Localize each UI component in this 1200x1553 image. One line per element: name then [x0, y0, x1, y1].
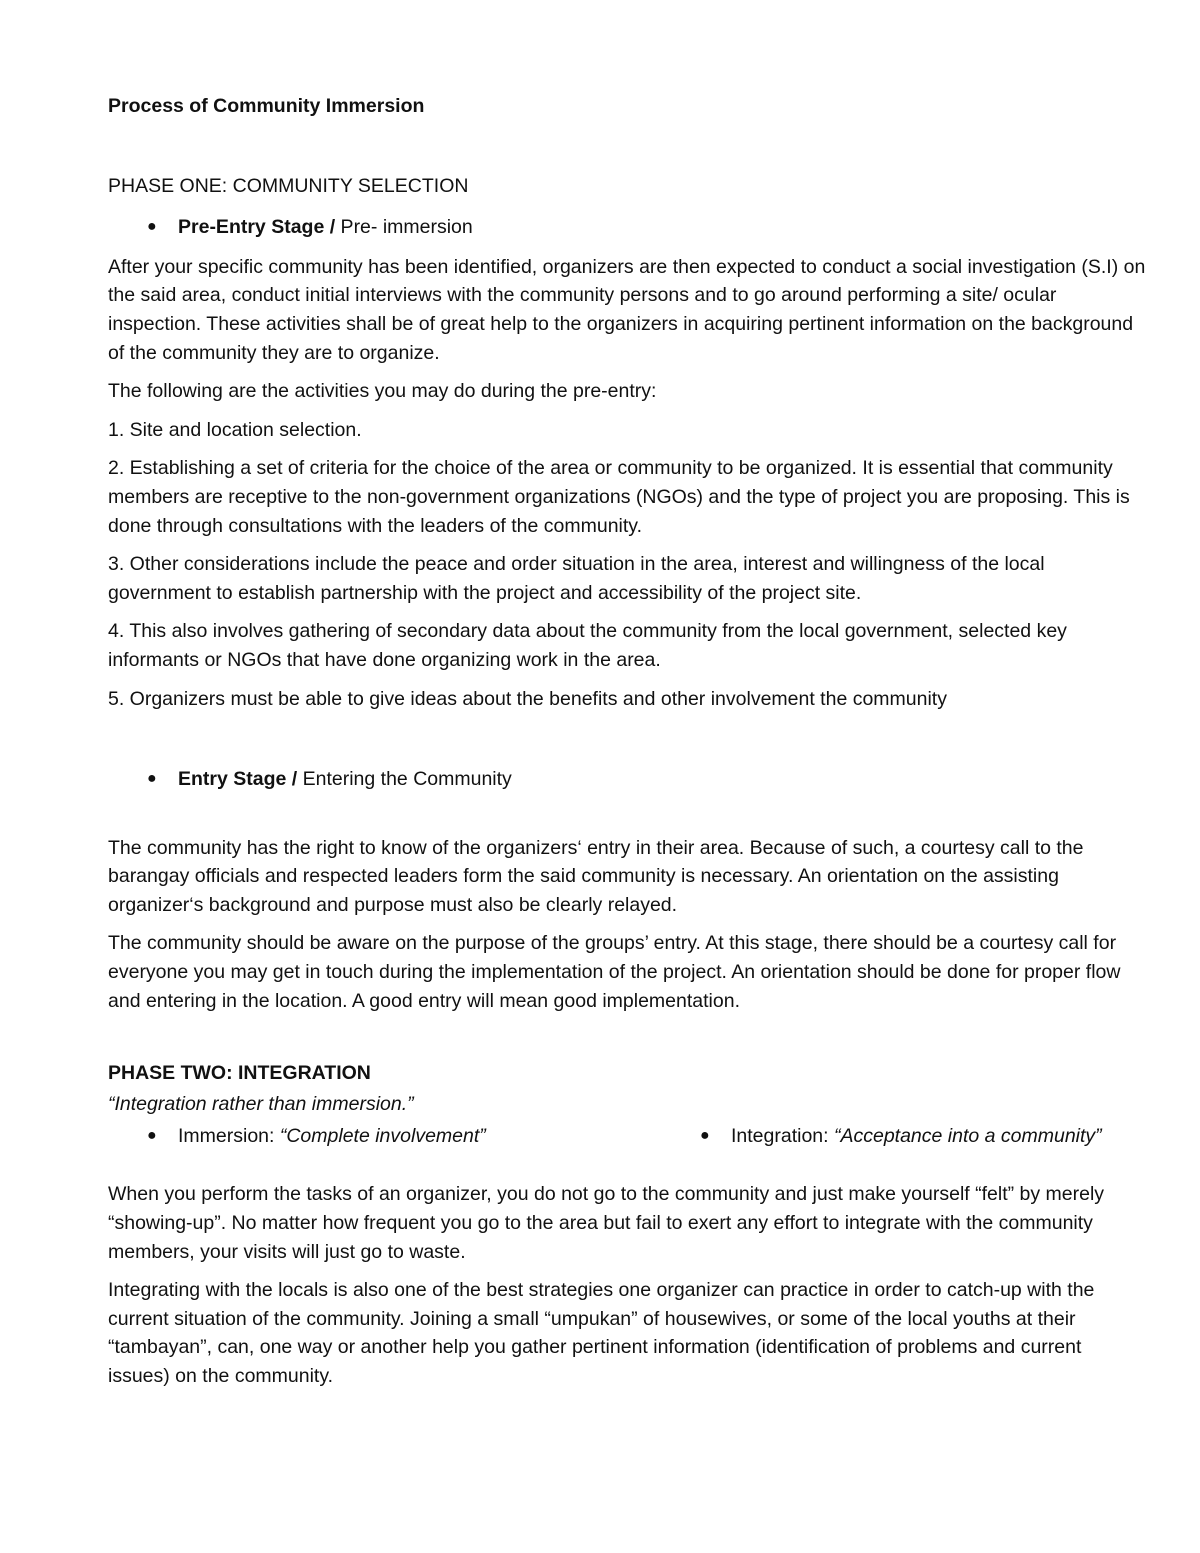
entry-paragraph: The community should be aware on the purpose of the groups’ entry. At this stage, there should be a courtesy call for everyone you may get in touch during the implementation of the project. An orientation should be done for proper flow and entering in the location. A good entry will mean good implementation. [108, 932, 1121, 1012]
immersion-label: Immersion: [178, 1125, 280, 1148]
integration-def: “Acceptance into a community” [833, 1125, 1102, 1148]
bullet-icon: ● [147, 218, 157, 236]
pre-entry-paragraph: After your specific community has been identified, organizers are then expected to conduct a social investigation (S.I) on the said area, conduct initial interviews with the community persons and to go around performing a site/ ocular inspection. These activities shall be of great help to the organizers in acquiring pertinent information on the background of the community they are to organize. [108, 255, 1146, 364]
spacer [108, 713, 1148, 765]
bullet-icon: ● [700, 1127, 710, 1145]
activity-item: 5. Organizers must be able to give ideas about the benefits and other involvement the community [108, 687, 947, 710]
pre-entry-bullet [108, 213, 1148, 242]
activities-intro: The following are the activities you may do during the pre-entry: [108, 380, 657, 403]
activity-item: 2. Establishing a set of criteria for the choice of the area or community to be organized. It is essential that community members are receptive to the non-government organizations (NGOs) and the type of project you are proposing. This is done through consultations with the leaders of the community. [108, 457, 1130, 537]
bullet-icon: ● [147, 770, 157, 788]
entry-bullet [108, 765, 1148, 794]
spacer [108, 794, 1148, 834]
integration-paragraph: When you perform the tasks of an organizer, you do not go to the community and just make yourself “felt” by merely “showing-up”. No matter how frequent you go to the area but fail to exert any effort to integrate with the community members, your visits will just go to waste. [108, 1183, 1105, 1263]
definitions-row [108, 1122, 1148, 1180]
pre-entry-sublabel: Pre- immersion [335, 216, 473, 239]
activity-item: 3. Other considerations include the peace and order situation in the area, interest and willingness of the local government to establish partnership with the project and accessibility of the project site. [108, 553, 1045, 604]
integration-definition [661, 1122, 1131, 1151]
spacer [108, 1015, 1148, 1059]
immersion-def: “Complete involvement” [279, 1125, 486, 1148]
document-page [108, 92, 1148, 1391]
entry-sublabel: Entering the Community [297, 768, 512, 791]
activity-item: 4. This also involves gathering of secondary data about the community from the local government, selected key informants or NGOs that have done organizing work in the area. [108, 620, 1067, 671]
entry-paragraph: The community has the right to know of the organizers‘ entry in their area. Because of such, a courtesy call to the barangay officials and respected leaders form the said community is necessary. An orientation on the assisting organizer‘s background and purpose must also be clearly relayed. [108, 836, 1084, 916]
integration-quote: “Integration rather than immersion.” [108, 1092, 414, 1115]
document-title: Process of Community Immersion [108, 95, 425, 117]
phase-one-heading: PHASE ONE: COMMUNITY SELECTION [108, 174, 469, 197]
pre-entry-label: Pre-Entry Stage / [178, 216, 336, 239]
activity-item: 1. Site and location selection. [108, 418, 362, 441]
entry-label: Entry Stage / [178, 768, 298, 791]
integration-label: Integration: [731, 1125, 834, 1148]
bullet-icon: ● [147, 1127, 157, 1145]
integration-paragraph: Integrating with the locals is also one of the best strategies one organizer can practice in order to catch-up with the current situation of the community. Joining a small “umpukan” of housewives, or some of the local youths at their “tambayan”, can, one way or another help you gather pertinent information (identification of problems and current issues) on the community. [108, 1279, 1095, 1387]
immersion-definition [108, 1122, 698, 1151]
phase-two-heading: PHASE TWO: INTEGRATION [108, 1062, 371, 1085]
